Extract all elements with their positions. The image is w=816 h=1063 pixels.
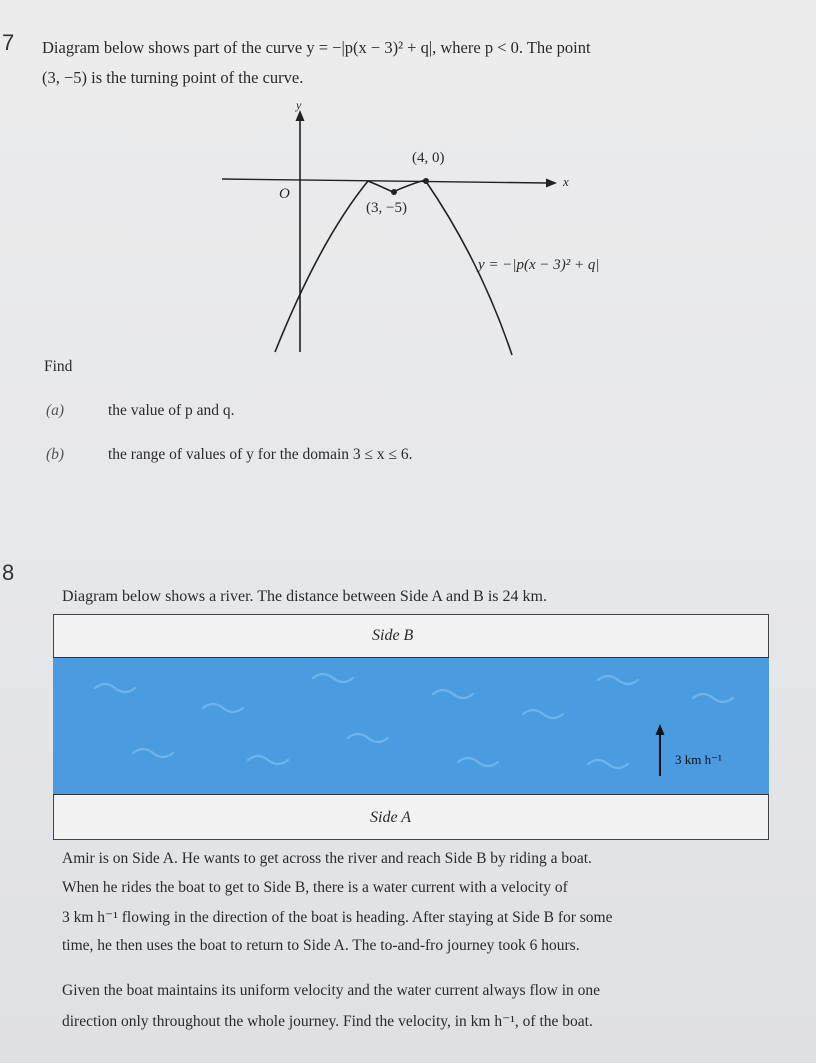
ripple (313, 674, 353, 682)
ripple (588, 760, 628, 768)
ripple (95, 684, 135, 692)
paragraph-2-line-2: direction only throughout the whole journey. Find the velocity, in km h⁻¹, of the boat. (62, 1013, 593, 1030)
water-ripples (53, 658, 769, 796)
x-axis-arrow (546, 179, 557, 188)
question-8-number: 8 (2, 560, 15, 585)
part-b-text: the range of values of y for the domain 3 ≤ x ≤ 6. (108, 446, 413, 463)
ripple (248, 756, 288, 764)
ripple (203, 704, 243, 712)
ripple (133, 749, 173, 757)
y-axis-label: y (296, 98, 302, 112)
find-label: Find (44, 358, 73, 375)
current-speed-label: 3 km h⁻¹ (675, 752, 722, 767)
part-b-tag: (b) (46, 446, 65, 463)
part-b (46, 446, 413, 464)
paragraph-1-line-2: When he rides the boat to get to Side B, there is a water current with a velocity of (62, 879, 568, 896)
turning-point-label: (3, −5) (366, 200, 407, 216)
point-4-0-dot (423, 178, 429, 184)
point-4-0-label: (4, 0) (412, 150, 445, 166)
part-a (46, 402, 235, 420)
ripple (598, 676, 638, 684)
ripple (348, 734, 388, 742)
side-a-label: Side A (370, 809, 412, 826)
origin-label: O (279, 186, 290, 202)
question-7-line-1: Diagram below shows part of the curve y = −|p(x − 3)² + q|, where p < 0. The point (42, 38, 591, 57)
curve-diagram (0, 90, 816, 450)
ripple (693, 694, 733, 702)
curve-equation-label: y = −|p(x − 3)² + q| (478, 257, 600, 273)
question-7-number: 7 (2, 30, 15, 55)
ripple (458, 758, 498, 766)
river-water (53, 657, 769, 795)
side-b-label: Side B (372, 627, 414, 644)
ripple (433, 690, 473, 698)
x-axis (222, 179, 548, 183)
paragraph-1-line-3: 3 km h⁻¹ flowing in the direction of the boat is heading. After staying at Side B for some (62, 909, 613, 926)
turning-point-dot (391, 189, 397, 195)
part-a-text: the value of p and q. (108, 402, 235, 419)
part-a-tag: (a) (46, 402, 65, 419)
x-axis-label: x (563, 174, 569, 189)
ripple (523, 710, 563, 718)
paragraph-2-line-1: Given the boat maintains its uniform velocity and the water current always flow in one (62, 982, 601, 999)
paragraph-1-line-4: time, he then uses the boat to return to Side A. The to-and-fro journey took 6 hours. (62, 937, 580, 954)
question-7-line-2: (3, −5) is the turning point of the curve. (42, 68, 304, 87)
question-8-intro: Diagram below shows a river. The distance between Side A and B is 24 km. (62, 588, 547, 605)
paragraph-1-line-1: Amir is on Side A. He wants to get across the river and reach Side B by riding a boat. (62, 850, 592, 867)
current-arrowhead (656, 724, 665, 735)
